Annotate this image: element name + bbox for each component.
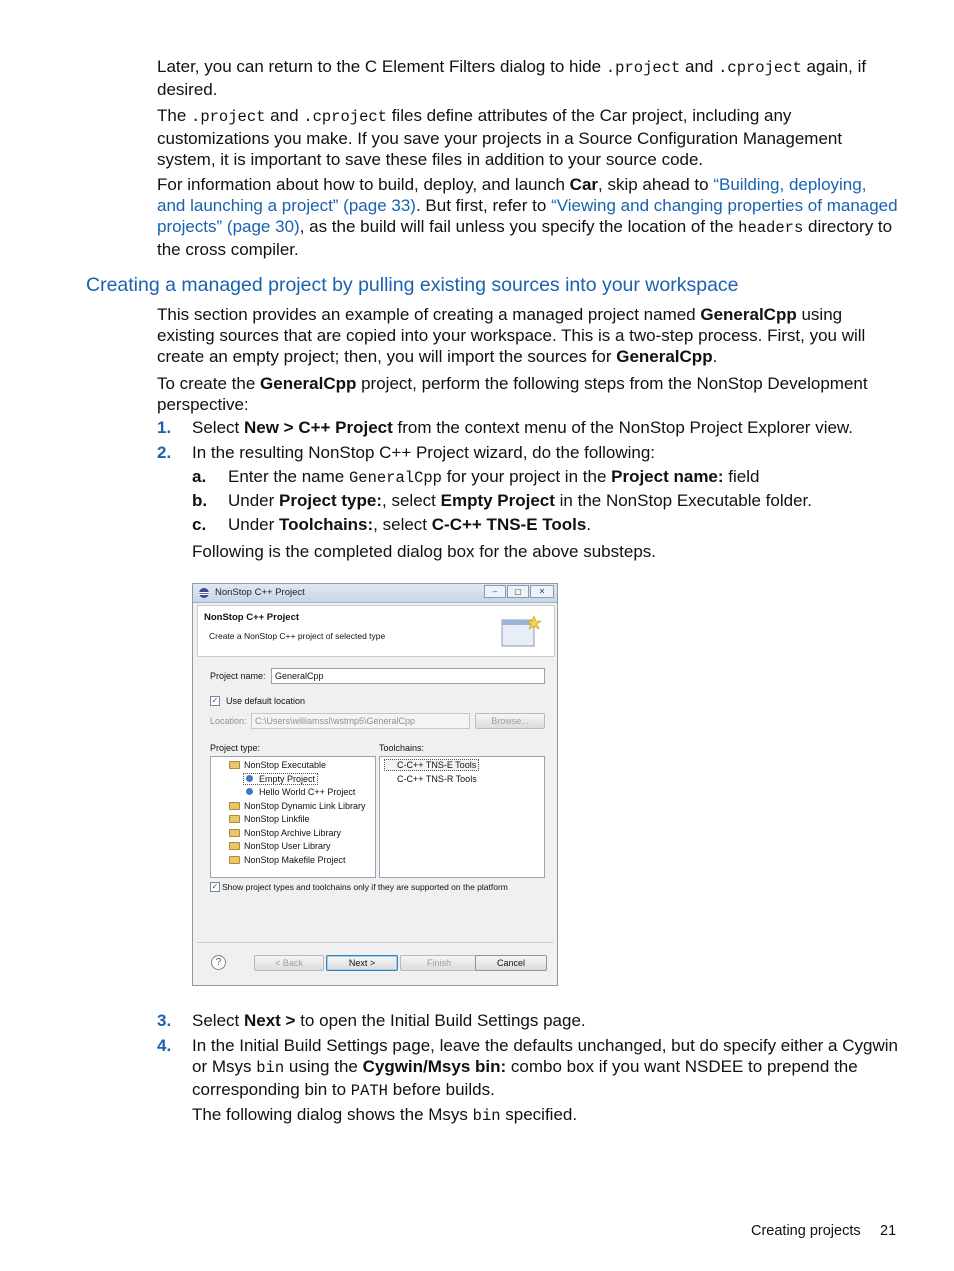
nonstop-cpp-project-dialog	[192, 583, 558, 986]
code-cproject: .cproject	[718, 59, 802, 77]
paragraph-create-steps	[157, 373, 899, 415]
text: Later, you can return to the C Element Filters dialog to hide	[157, 57, 606, 76]
bold-generalcpp: GeneralCpp	[260, 374, 357, 393]
following-text: Following is the completed dialog box for the above substeps.	[192, 542, 656, 561]
text: , select	[382, 491, 441, 510]
substep-letter: a.	[192, 467, 207, 486]
step-number: 1.	[157, 418, 172, 437]
code-project: .project	[605, 59, 681, 77]
step-number: 2.	[157, 443, 172, 462]
toolchain-item-tns-r[interactable]	[397, 774, 477, 784]
dialog-header	[197, 605, 555, 657]
footer-separator	[197, 942, 553, 943]
folder-icon	[229, 802, 240, 810]
bold-empty-project: Empty Project	[440, 491, 555, 510]
project-type-tree[interactable]	[210, 756, 376, 878]
text: for your project in the	[441, 467, 612, 486]
code-cproject: .cproject	[303, 108, 387, 126]
code-bin: bin	[472, 1107, 501, 1125]
toolchains-label: Toolchains:	[379, 743, 425, 753]
project-name-label: Project name:	[210, 671, 266, 681]
tree-item-label: NonStop Linkfile	[244, 814, 310, 824]
bold-toolchains: Toolchains:	[279, 515, 374, 534]
tree-item-archive-library[interactable]	[229, 828, 341, 838]
text: before builds.	[388, 1080, 495, 1099]
bold-project-type: Project type:	[279, 491, 383, 510]
location-input[interactable]: C:\Users\williamssl\wstmp5\GeneralCpp	[251, 713, 470, 729]
back-button[interactable]: < Back	[254, 955, 324, 971]
text: field	[723, 467, 760, 486]
folder-icon	[229, 829, 240, 837]
window-title: NonStop C++ Project	[215, 587, 305, 598]
bold-tns-e-tools: C-C++ TNS-E Tools	[431, 515, 587, 534]
paragraph-build-info	[157, 174, 899, 260]
paragraph-project-files	[157, 105, 899, 170]
footer-section-title: Creating projects	[751, 1223, 861, 1239]
substep-text	[228, 490, 892, 511]
text: The	[157, 106, 192, 125]
location-label: Location:	[210, 716, 247, 726]
text: to open the Initial Build Settings page.	[295, 1011, 586, 1030]
text: To create the	[157, 374, 261, 393]
bold-next: Next >	[243, 1011, 296, 1030]
text: directory to the cross compiler.	[157, 217, 893, 259]
folder-icon	[229, 856, 240, 864]
tree-item-label: NonStop Dynamic Link Library	[244, 801, 366, 811]
text: .	[712, 347, 718, 366]
text: Under	[228, 491, 280, 510]
toolchain-label: C-C++ TNS-R Tools	[397, 774, 477, 784]
folder-icon	[229, 815, 240, 823]
text: The following dialog shows the Msys	[192, 1105, 473, 1124]
text: Enter the name	[228, 467, 349, 486]
step-text	[192, 1035, 899, 1102]
link-building-deploying[interactable]: “Building, deploying, and launching a project” (page 33)	[157, 175, 867, 215]
show-supported-label: Show project types and toolchains only if they are supported on the platform	[222, 882, 508, 892]
substep-letter: c.	[192, 515, 207, 534]
text: project, perform the following steps from the NonStop Development perspective:	[157, 374, 868, 414]
text: again, if desired.	[157, 57, 867, 99]
text: .	[586, 515, 592, 534]
text: Select	[192, 418, 244, 437]
wizard-banner-icon	[500, 610, 544, 650]
project-name-input[interactable]: GeneralCpp	[271, 668, 545, 684]
eclipse-icon	[198, 587, 210, 599]
tree-item-label: NonStop Executable	[244, 760, 327, 770]
toolchain-label: C-C++ TNS-E Tools	[397, 760, 477, 770]
text: In the Initial Build Settings page, leave the defaults unchanged, but do specify either a Cygwin or Msys	[192, 1036, 898, 1076]
substep-letter: b.	[192, 491, 208, 510]
use-default-location-label: Use default location	[226, 696, 306, 706]
paragraph-filters	[157, 56, 899, 100]
text: , as the build will fail unless you specify the location of the	[299, 217, 739, 236]
folder-icon	[229, 842, 240, 850]
bullet-icon	[246, 788, 253, 795]
tree-item-hello-world[interactable]	[246, 787, 355, 797]
text: and	[680, 57, 719, 76]
code-bin: bin	[256, 1059, 285, 1077]
tree-item-label: Hello World C++ Project	[259, 787, 356, 797]
text: , skip ahead to	[598, 175, 714, 194]
bold-generalcpp: GeneralCpp	[616, 347, 713, 366]
tree-item-label: NonStop User Library	[244, 841, 331, 851]
code-project: .project	[191, 108, 266, 126]
folder-icon	[229, 761, 240, 769]
help-icon[interactable]: ?	[211, 955, 226, 970]
text: combo box if you want NSDEE to prepend the corresponding bin to	[192, 1057, 858, 1099]
text: and	[265, 106, 304, 125]
section-heading: Creating a managed project by pulling existing sources into your workspace	[86, 274, 739, 296]
text: files define attributes of the Car project, including any customizations you make. If you save your projects in a Source Configuration Management system, it is important to save these files in addition to your source code.	[157, 106, 843, 169]
step-number: 3.	[157, 1011, 172, 1030]
text: specified.	[500, 1105, 578, 1124]
text: using existing sources that are copied into your workspace. This is a two-step process. First, you will create an empty project; then, you will import the sources for	[157, 305, 866, 366]
text: . But first, refer to	[415, 196, 552, 215]
bold-generalcpp: GeneralCpp	[700, 305, 797, 324]
text: in the NonStop Executable folder.	[554, 491, 812, 510]
project-type-label: Project type:	[210, 743, 261, 753]
text: For information about how to build, deploy, and launch	[157, 175, 570, 194]
use-default-location-checkbox[interactable]: ✓	[211, 696, 219, 705]
tree-item-label: NonStop Makefile Project	[244, 855, 346, 865]
text: , select	[373, 515, 432, 534]
tree-item-dynamic-link-library[interactable]	[229, 801, 366, 811]
text: Select	[192, 1011, 244, 1030]
bold-new-cpp-project: New > C++ Project	[243, 418, 393, 437]
bold-project-name: Project name:	[611, 467, 724, 486]
msys-bin-paragraph	[192, 1104, 892, 1127]
step-text	[192, 417, 899, 438]
toolchain-item-tns-e[interactable]	[384, 759, 479, 771]
next-button[interactable]: Next >	[326, 955, 398, 971]
cancel-button[interactable]: Cancel	[475, 955, 547, 971]
finish-button[interactable]: Finish	[400, 955, 478, 971]
tree-item-user-library[interactable]	[229, 841, 331, 851]
show-supported-checkbox[interactable]: ✓	[211, 882, 219, 891]
paragraph-section-intro	[157, 304, 899, 367]
code-generalcpp: GeneralCpp	[348, 469, 442, 487]
step-text: In the resulting NonStop C++ Project wizard, do the following:	[192, 443, 656, 462]
code-path: PATH	[350, 1082, 388, 1100]
minimize-icon[interactable]: –	[484, 585, 506, 598]
tree-item-makefile-project[interactable]	[229, 855, 346, 865]
browse-button[interactable]: Browse...	[475, 713, 545, 729]
header-title: NonStop C++ Project	[204, 612, 300, 623]
substep-text	[228, 514, 892, 535]
bold-cygwin-msys-bin: Cygwin/Msys bin:	[362, 1057, 507, 1076]
text: Under	[228, 515, 280, 534]
tree-item-label: NonStop Archive Library	[244, 828, 342, 838]
link-viewing-properties[interactable]: “Viewing and changing properties of managed projects” (page 30)	[157, 196, 898, 236]
toolchains-list[interactable]	[379, 756, 545, 878]
tree-item-linkfile[interactable]	[229, 814, 310, 824]
page-number: 21	[880, 1223, 897, 1239]
bullet-icon	[246, 775, 253, 782]
tree-item-empty-project[interactable]	[243, 773, 318, 785]
bold-car: Car	[569, 175, 599, 194]
code-headers: headers	[738, 219, 804, 237]
header-description: Create a NonStop C++ project of selected type	[209, 631, 386, 641]
dialog-titlebar	[193, 584, 557, 603]
substep-text	[228, 466, 892, 489]
close-icon[interactable]: ✕	[530, 585, 554, 598]
maximize-icon[interactable]: ▢	[507, 585, 529, 598]
step-number: 4.	[157, 1036, 172, 1055]
tree-item-label: Empty Project	[259, 774, 316, 784]
step-text	[192, 1010, 899, 1031]
text: using the	[284, 1057, 363, 1076]
tree-item-nonstop-executable[interactable]	[229, 760, 326, 770]
text: from the context menu of the NonStop Project Explorer view.	[392, 418, 853, 437]
text: This section provides an example of creating a managed project named	[157, 305, 701, 324]
